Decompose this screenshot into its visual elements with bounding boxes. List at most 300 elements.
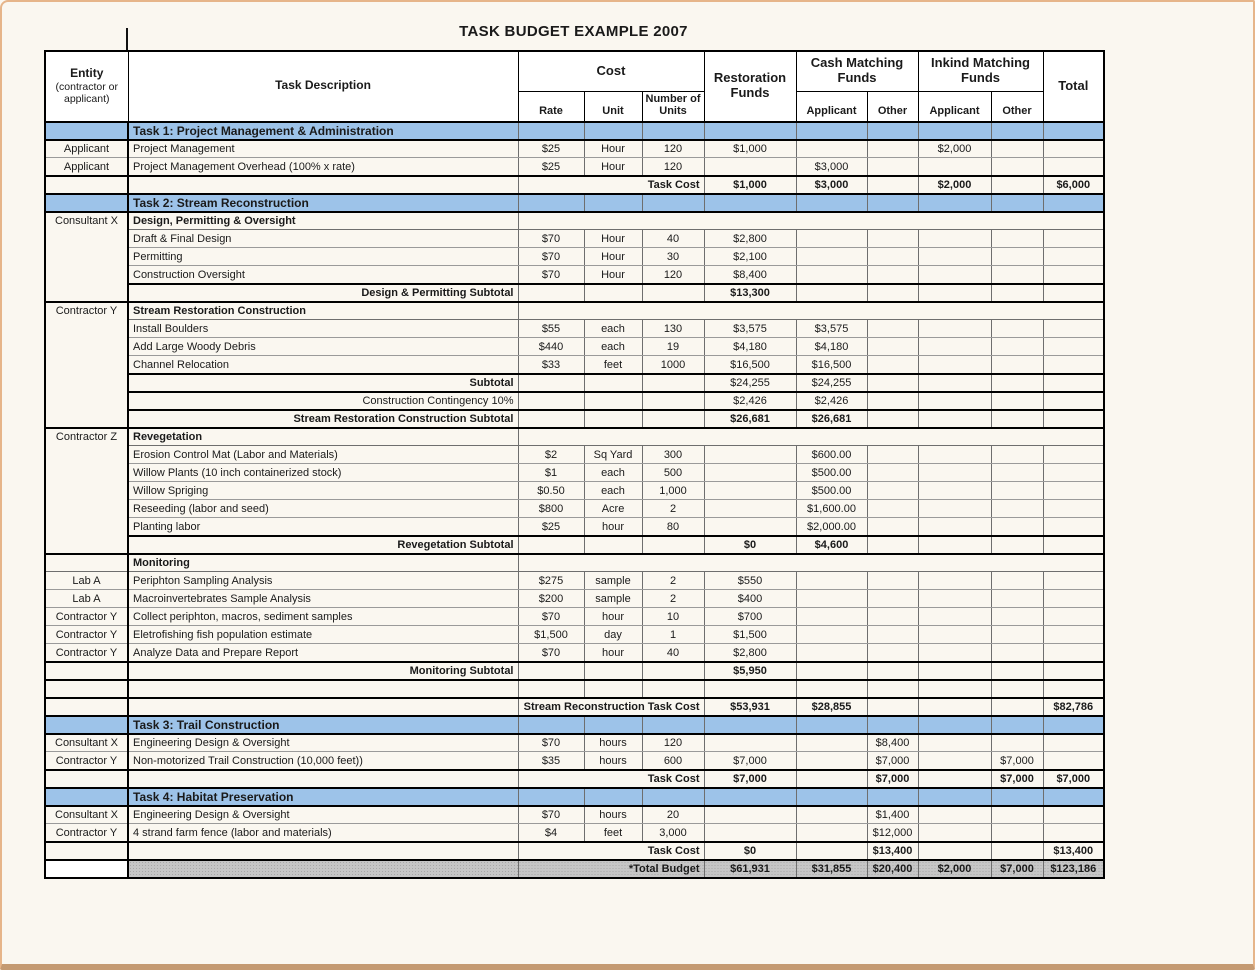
total-cell bbox=[1043, 230, 1104, 248]
cash-applicant-cell bbox=[796, 752, 867, 770]
units-count-cell: 120 bbox=[642, 158, 704, 176]
budget-table bbox=[44, 50, 1105, 879]
unit-cell: feet bbox=[584, 824, 642, 842]
row-data bbox=[45, 446, 1104, 464]
cash-applicant-cell bbox=[796, 734, 867, 752]
row-data bbox=[45, 626, 1104, 644]
inkind-applicant-cell bbox=[918, 266, 991, 284]
cash-other-cell: $1,400 bbox=[867, 806, 918, 824]
restoration-funds-cell: $0 bbox=[704, 536, 796, 554]
inkind-other-cell bbox=[991, 284, 1043, 302]
entity-cell bbox=[45, 194, 128, 212]
rate-cell: $275 bbox=[518, 572, 584, 590]
rate-cell: $25 bbox=[518, 140, 584, 158]
number-of-units-column-header: Number of Units bbox=[642, 91, 704, 122]
restoration-funds-cell: $2,800 bbox=[704, 644, 796, 662]
unit-cell: feet bbox=[584, 356, 642, 374]
rate-cell bbox=[518, 716, 584, 734]
cash-applicant-cell bbox=[796, 284, 867, 302]
inkind-applicant-cell: $2,000 bbox=[918, 860, 991, 878]
section-title-cell: Monitoring bbox=[128, 554, 518, 572]
inkind-applicant-cell bbox=[918, 608, 991, 626]
entity-cell bbox=[45, 860, 128, 878]
inkind-applicant-cell: $2,000 bbox=[918, 176, 991, 194]
restoration-funds-cell bbox=[704, 734, 796, 752]
entity-cell: Lab A bbox=[45, 572, 128, 590]
inkind-applicant-cell bbox=[918, 518, 991, 536]
inkind-applicant-cell bbox=[918, 752, 991, 770]
row-data bbox=[45, 590, 1104, 608]
total-cell bbox=[1043, 482, 1104, 500]
row-data bbox=[45, 140, 1104, 158]
total-column-header: Total bbox=[1043, 51, 1104, 122]
cash-other-cell bbox=[867, 590, 918, 608]
entity-cell bbox=[45, 122, 128, 140]
cash-applicant-cell: $4,600 bbox=[796, 536, 867, 554]
entity-cell: Contractor Y bbox=[45, 626, 128, 644]
entity-cell bbox=[45, 284, 128, 302]
unit-cell bbox=[584, 284, 642, 302]
row-data bbox=[45, 806, 1104, 824]
cash-other-cell bbox=[867, 680, 918, 698]
restoration-funds-cell: $7,000 bbox=[704, 770, 796, 788]
row-task-header bbox=[45, 716, 1104, 734]
title-column-divider bbox=[126, 28, 128, 51]
units-count-cell: 2 bbox=[642, 590, 704, 608]
rate-cell: $25 bbox=[518, 518, 584, 536]
total-cell bbox=[1043, 194, 1104, 212]
rate-cell: $25 bbox=[518, 158, 584, 176]
unit-cell bbox=[584, 680, 642, 698]
row-task-header bbox=[45, 194, 1104, 212]
entity-cell: Contractor Y bbox=[45, 752, 128, 770]
restoration-funds-cell: $8,400 bbox=[704, 266, 796, 284]
entity-cell bbox=[45, 842, 128, 860]
total-cell: $82,786 bbox=[1043, 698, 1104, 716]
inkind-applicant-cell bbox=[918, 716, 991, 734]
row-section-header bbox=[45, 428, 1104, 446]
total-cell bbox=[1043, 806, 1104, 824]
total-cell bbox=[1043, 608, 1104, 626]
restoration-funds-cell: $5,950 bbox=[704, 662, 796, 680]
total-cell bbox=[1043, 338, 1104, 356]
unit-cell: Hour bbox=[584, 230, 642, 248]
entity-header-sublabel: (contractor or applicant) bbox=[55, 81, 118, 105]
unit-cell: each bbox=[584, 320, 642, 338]
inkind-applicant-cell bbox=[918, 230, 991, 248]
inkind-other-cell bbox=[991, 608, 1043, 626]
inkind-applicant-cell bbox=[918, 410, 991, 428]
entity-cell bbox=[45, 788, 128, 806]
row-data bbox=[45, 500, 1104, 518]
cash-applicant-cell bbox=[796, 122, 867, 140]
row-label-cell: Stream Reconstruction Task Cost bbox=[518, 698, 704, 716]
description-cell: Engineering Design & Oversight bbox=[128, 806, 518, 824]
row-data bbox=[45, 248, 1104, 266]
restoration-funds-column-header: Restoration Funds bbox=[704, 51, 796, 122]
unit-cell: sample bbox=[584, 572, 642, 590]
unit-cell: Hour bbox=[584, 266, 642, 284]
cash-other-cell bbox=[867, 392, 918, 410]
inkind-other-cell bbox=[991, 176, 1043, 194]
inkind-applicant-cell bbox=[918, 824, 991, 842]
inkind-other-cell bbox=[991, 194, 1043, 212]
cash-applicant-cell: $600.00 bbox=[796, 446, 867, 464]
restoration-funds-cell bbox=[704, 122, 796, 140]
inkind-other-cell bbox=[991, 842, 1043, 860]
row-data bbox=[45, 464, 1104, 482]
inkind-applicant-cell bbox=[918, 446, 991, 464]
row-label-cell: Stream Restoration Construction Subtotal bbox=[128, 410, 518, 428]
row-data bbox=[45, 518, 1104, 536]
description-cell bbox=[128, 680, 518, 698]
row-data bbox=[45, 824, 1104, 842]
merged-empty-cell bbox=[518, 554, 1104, 572]
cash-applicant-cell: $3,000 bbox=[796, 158, 867, 176]
cash-other-cell bbox=[867, 716, 918, 734]
inkind-applicant-cell bbox=[918, 374, 991, 392]
cash-other-cell bbox=[867, 698, 918, 716]
inkind-applicant-cell bbox=[918, 842, 991, 860]
restoration-funds-cell bbox=[704, 158, 796, 176]
rate-cell bbox=[518, 536, 584, 554]
entity-cell bbox=[45, 662, 128, 680]
total-cell bbox=[1043, 662, 1104, 680]
rate-cell: $1 bbox=[518, 464, 584, 482]
total-cell bbox=[1043, 410, 1104, 428]
units-count-cell bbox=[642, 392, 704, 410]
total-cell bbox=[1043, 590, 1104, 608]
units-count-cell bbox=[642, 284, 704, 302]
inkind-other-cell bbox=[991, 698, 1043, 716]
inkind-other-cell bbox=[991, 806, 1043, 824]
entity-header-label: Entity bbox=[70, 66, 104, 81]
total-cell bbox=[1043, 446, 1104, 464]
units-count-cell: 20 bbox=[642, 806, 704, 824]
units-count-cell: 120 bbox=[642, 266, 704, 284]
units-count-cell bbox=[642, 788, 704, 806]
rate-cell: $70 bbox=[518, 734, 584, 752]
cash-applicant-cell bbox=[796, 770, 867, 788]
cash-other-cell bbox=[867, 644, 918, 662]
entity-column-header bbox=[45, 51, 128, 122]
total-cell bbox=[1043, 572, 1104, 590]
total-cell bbox=[1043, 374, 1104, 392]
row-label-cell: Monitoring Subtotal bbox=[128, 662, 518, 680]
row-data bbox=[45, 752, 1104, 770]
row-label-cell: Subtotal bbox=[128, 374, 518, 392]
cash-applicant-cell bbox=[796, 824, 867, 842]
unit-cell: Acre bbox=[584, 500, 642, 518]
cash-other-cell bbox=[867, 662, 918, 680]
entity-cell: Consultant X bbox=[45, 212, 128, 230]
inkind-other-cell bbox=[991, 266, 1043, 284]
cash-other-cell bbox=[867, 338, 918, 356]
inkind-other-cell bbox=[991, 482, 1043, 500]
row-task-header bbox=[45, 122, 1104, 140]
rate-cell: $70 bbox=[518, 248, 584, 266]
inkind-other-cell bbox=[991, 500, 1043, 518]
inkind-other-cell: $7,000 bbox=[991, 752, 1043, 770]
restoration-funds-cell: $400 bbox=[704, 590, 796, 608]
row-task-cost bbox=[45, 770, 1104, 788]
total-cell: $13,400 bbox=[1043, 842, 1104, 860]
rate-cell: $800 bbox=[518, 500, 584, 518]
cash-applicant-cell bbox=[796, 248, 867, 266]
entity-cell: Lab A bbox=[45, 590, 128, 608]
total-cell bbox=[1043, 320, 1104, 338]
units-count-cell: 130 bbox=[642, 320, 704, 338]
unit-cell: Hour bbox=[584, 248, 642, 266]
cash-applicant-cell bbox=[796, 590, 867, 608]
inkind-applicant-cell bbox=[918, 158, 991, 176]
rate-cell bbox=[518, 392, 584, 410]
unit-cell bbox=[584, 374, 642, 392]
cash-applicant-cell: $3,575 bbox=[796, 320, 867, 338]
restoration-funds-cell: $1,000 bbox=[704, 176, 796, 194]
restoration-funds-cell: $700 bbox=[704, 608, 796, 626]
row-subtotal bbox=[45, 374, 1104, 392]
unit-cell bbox=[584, 536, 642, 554]
cash-other-cell: $13,400 bbox=[867, 842, 918, 860]
inkind-other-cell bbox=[991, 716, 1043, 734]
rate-cell: $70 bbox=[518, 266, 584, 284]
restoration-funds-cell bbox=[704, 788, 796, 806]
entity-cell bbox=[45, 248, 128, 266]
inkind-other-cell bbox=[991, 320, 1043, 338]
entity-cell: Consultant X bbox=[45, 734, 128, 752]
restoration-funds-cell: $53,931 bbox=[704, 698, 796, 716]
rate-cell bbox=[518, 410, 584, 428]
table-header bbox=[45, 51, 1104, 122]
total-cell bbox=[1043, 464, 1104, 482]
entity-cell: Contractor Y bbox=[45, 608, 128, 626]
unit-cell bbox=[584, 788, 642, 806]
cash-applicant-cell: $500.00 bbox=[796, 464, 867, 482]
row-section-header bbox=[45, 302, 1104, 320]
total-cell: $7,000 bbox=[1043, 770, 1104, 788]
cash-applicant-column-header: Applicant bbox=[796, 91, 867, 122]
inkind-applicant-cell bbox=[918, 284, 991, 302]
restoration-funds-cell: $61,931 bbox=[704, 860, 796, 878]
row-section-header bbox=[45, 212, 1104, 230]
cash-other-cell bbox=[867, 464, 918, 482]
row-data bbox=[45, 482, 1104, 500]
inkind-applicant-cell bbox=[918, 320, 991, 338]
inkind-applicant-cell bbox=[918, 122, 991, 140]
inkind-other-cell bbox=[991, 626, 1043, 644]
inkind-other-cell bbox=[991, 374, 1043, 392]
inkind-applicant-cell bbox=[918, 734, 991, 752]
total-cell bbox=[1043, 680, 1104, 698]
unit-cell bbox=[584, 662, 642, 680]
entity-cell bbox=[45, 698, 128, 716]
units-count-cell: 30 bbox=[642, 248, 704, 266]
total-cell bbox=[1043, 158, 1104, 176]
cash-other-cell bbox=[867, 446, 918, 464]
entity-cell bbox=[45, 770, 128, 788]
cash-other-cell bbox=[867, 788, 918, 806]
restoration-funds-cell: $0 bbox=[704, 842, 796, 860]
inkind-other-cell bbox=[991, 248, 1043, 266]
description-cell bbox=[128, 860, 518, 878]
cash-other-cell bbox=[867, 122, 918, 140]
row-label-cell: Construction Contingency 10% bbox=[128, 392, 518, 410]
entity-cell bbox=[45, 374, 128, 392]
cash-other-cell bbox=[867, 374, 918, 392]
cash-applicant-cell: $24,255 bbox=[796, 374, 867, 392]
units-count-cell: 40 bbox=[642, 230, 704, 248]
inkind-other-cell bbox=[991, 590, 1043, 608]
unit-cell: Sq Yard bbox=[584, 446, 642, 464]
unit-cell bbox=[584, 122, 642, 140]
cash-other-cell bbox=[867, 176, 918, 194]
cash-other-cell bbox=[867, 194, 918, 212]
entity-cell bbox=[45, 554, 128, 572]
inkind-other-cell bbox=[991, 410, 1043, 428]
entity-cell bbox=[45, 356, 128, 374]
row-data bbox=[45, 158, 1104, 176]
row-data bbox=[45, 572, 1104, 590]
unit-cell: hour bbox=[584, 644, 642, 662]
page-title: TASK BUDGET EXAMPLE 2007 bbox=[459, 23, 688, 40]
inkind-applicant-cell bbox=[918, 248, 991, 266]
inkind-applicant-cell bbox=[918, 500, 991, 518]
description-cell: Willow Plants (10 inch containerized stock) bbox=[128, 464, 518, 482]
rate-cell bbox=[518, 374, 584, 392]
cash-other-cell bbox=[867, 158, 918, 176]
units-count-cell: 2 bbox=[642, 500, 704, 518]
restoration-funds-cell: $24,255 bbox=[704, 374, 796, 392]
cash-other-cell bbox=[867, 482, 918, 500]
entity-cell bbox=[45, 482, 128, 500]
total-cell bbox=[1043, 248, 1104, 266]
cash-other-cell bbox=[867, 410, 918, 428]
restoration-funds-cell bbox=[704, 518, 796, 536]
total-cell bbox=[1043, 644, 1104, 662]
cash-other-cell bbox=[867, 284, 918, 302]
entity-cell bbox=[45, 410, 128, 428]
inkind-applicant-cell bbox=[918, 788, 991, 806]
restoration-funds-cell: $26,681 bbox=[704, 410, 796, 428]
row-data bbox=[45, 338, 1104, 356]
section-title-cell: Revegetation bbox=[128, 428, 518, 446]
description-cell: Macroinvertebrates Sample Analysis bbox=[128, 590, 518, 608]
units-count-cell bbox=[642, 662, 704, 680]
total-cell bbox=[1043, 500, 1104, 518]
inkind-other-cell bbox=[991, 572, 1043, 590]
entity-cell bbox=[45, 392, 128, 410]
unit-cell: day bbox=[584, 626, 642, 644]
unit-cell: hour bbox=[584, 518, 642, 536]
cash-applicant-cell: $16,500 bbox=[796, 356, 867, 374]
entity-cell bbox=[45, 518, 128, 536]
cash-other-cell: $12,000 bbox=[867, 824, 918, 842]
rate-cell: $0.50 bbox=[518, 482, 584, 500]
row-data bbox=[45, 734, 1104, 752]
rate-cell: $55 bbox=[518, 320, 584, 338]
inkind-applicant-cell bbox=[918, 698, 991, 716]
row-label-cell: *Total Budget bbox=[518, 860, 704, 878]
rate-cell bbox=[518, 662, 584, 680]
description-cell: Add Large Woody Debris bbox=[128, 338, 518, 356]
row-label-cell: Task Cost bbox=[518, 842, 704, 860]
row-task-cost bbox=[45, 176, 1104, 194]
unit-cell: each bbox=[584, 464, 642, 482]
row-label-cell: Task Cost bbox=[518, 176, 704, 194]
rate-cell: $35 bbox=[518, 752, 584, 770]
units-count-cell: 80 bbox=[642, 518, 704, 536]
unit-cell: hours bbox=[584, 734, 642, 752]
entity-cell: Contractor Y bbox=[45, 644, 128, 662]
rate-cell: $2 bbox=[518, 446, 584, 464]
row-label-cell: Design & Permitting Subtotal bbox=[128, 284, 518, 302]
row-task-cost bbox=[45, 842, 1104, 860]
restoration-funds-cell: $2,100 bbox=[704, 248, 796, 266]
row-data bbox=[45, 644, 1104, 662]
restoration-funds-cell bbox=[704, 680, 796, 698]
description-cell: Non-motorized Trail Construction (10,000 feet)) bbox=[128, 752, 518, 770]
unit-cell bbox=[584, 392, 642, 410]
description-cell: Engineering Design & Oversight bbox=[128, 734, 518, 752]
units-count-cell: 40 bbox=[642, 644, 704, 662]
cash-applicant-cell bbox=[796, 680, 867, 698]
units-count-cell bbox=[642, 410, 704, 428]
unit-cell: Hour bbox=[584, 158, 642, 176]
units-count-cell: 300 bbox=[642, 446, 704, 464]
description-cell: Project Management Overhead (100% x rate) bbox=[128, 158, 518, 176]
units-count-cell: 2 bbox=[642, 572, 704, 590]
entity-cell bbox=[45, 230, 128, 248]
inkind-applicant-cell bbox=[918, 464, 991, 482]
rate-cell: $70 bbox=[518, 644, 584, 662]
row-total-budget bbox=[45, 860, 1104, 878]
restoration-funds-cell: $4,180 bbox=[704, 338, 796, 356]
cash-applicant-cell bbox=[796, 644, 867, 662]
row-subtotal bbox=[45, 536, 1104, 554]
inkind-other-cell bbox=[991, 734, 1043, 752]
row-label-cell: Task Cost bbox=[518, 770, 704, 788]
restoration-funds-cell: $550 bbox=[704, 572, 796, 590]
row-subtotal bbox=[45, 662, 1104, 680]
unit-cell bbox=[584, 716, 642, 734]
merged-empty-cell bbox=[518, 428, 1104, 446]
inkind-other-cell bbox=[991, 824, 1043, 842]
units-count-cell bbox=[642, 716, 704, 734]
restoration-funds-cell: $13,300 bbox=[704, 284, 796, 302]
inkind-applicant-cell bbox=[918, 644, 991, 662]
unit-cell: each bbox=[584, 338, 642, 356]
cash-applicant-cell bbox=[796, 572, 867, 590]
description-cell bbox=[128, 176, 518, 194]
row-task-header bbox=[45, 788, 1104, 806]
entity-cell bbox=[45, 176, 128, 194]
units-count-cell bbox=[642, 680, 704, 698]
cash-applicant-cell: $4,180 bbox=[796, 338, 867, 356]
cash-applicant-cell: $500.00 bbox=[796, 482, 867, 500]
units-count-cell bbox=[642, 122, 704, 140]
row-section-header bbox=[45, 554, 1104, 572]
rate-cell bbox=[518, 788, 584, 806]
description-cell: Analyze Data and Prepare Report bbox=[128, 644, 518, 662]
row-subtotal bbox=[45, 410, 1104, 428]
inkind-other-cell bbox=[991, 122, 1043, 140]
rate-cell: $70 bbox=[518, 806, 584, 824]
inkind-other-cell bbox=[991, 338, 1043, 356]
cash-other-cell: $20,400 bbox=[867, 860, 918, 878]
units-count-cell: 19 bbox=[642, 338, 704, 356]
rate-cell: $70 bbox=[518, 608, 584, 626]
